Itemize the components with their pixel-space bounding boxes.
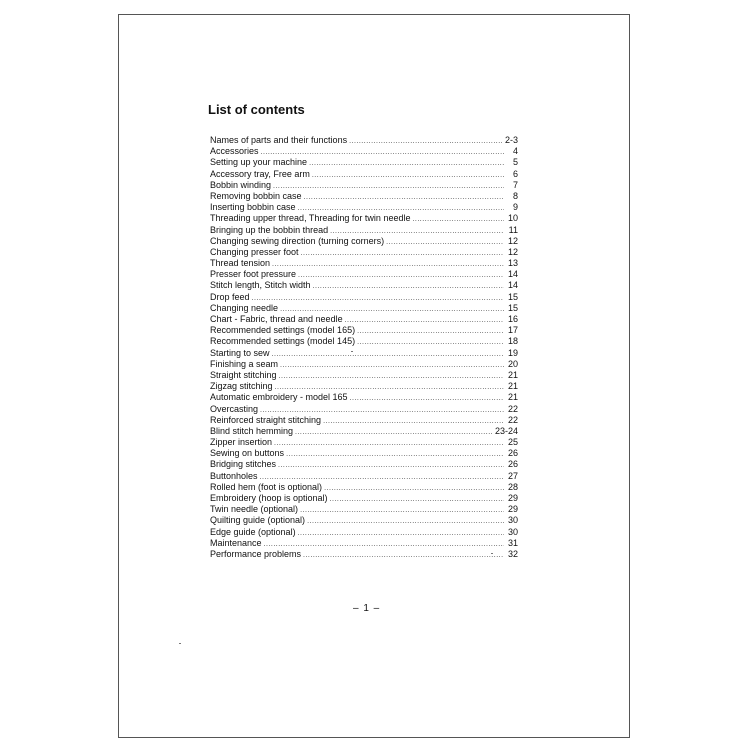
- toc-entry: [210, 225, 518, 236]
- toc-entry-title: Threading upper thread, Threading for twin needle: [210, 213, 411, 224]
- toc-entry: [210, 280, 518, 291]
- toc-entry: [210, 169, 518, 180]
- toc-entry-page: 6: [512, 168, 518, 179]
- toc-entry: [210, 269, 518, 280]
- toc-dot-leader: [309, 158, 504, 169]
- toc-entry-page: 8: [512, 190, 518, 201]
- toc-entry: [210, 504, 518, 515]
- toc-entry-page: 16: [507, 314, 518, 324]
- toc-entry: [210, 348, 518, 359]
- toc-dot-leader: [298, 270, 504, 281]
- toc-dot-leader: [272, 259, 504, 270]
- toc-entry-page: 27: [507, 470, 518, 481]
- toc-dot-leader: [412, 214, 504, 225]
- toc-entry-title: Starting to sew: [210, 347, 270, 358]
- toc-entry: [210, 459, 518, 470]
- toc-dot-leader: [386, 237, 504, 248]
- toc-entry-title: Performance problems: [210, 548, 302, 559]
- toc-dot-leader: [324, 483, 504, 494]
- toc-entry-title: Bobbin winding: [210, 179, 272, 190]
- toc-entry: [210, 180, 518, 191]
- toc-entry-title: Maintenance: [210, 537, 262, 548]
- toc-entry-page: 15: [507, 291, 518, 302]
- toc-entry-page: 19: [507, 347, 518, 358]
- toc-entry-title: Recommended settings (model 145): [210, 336, 356, 347]
- table-of-contents: [210, 135, 518, 560]
- toc-entry-title: Automatic embroidery - model 165: [210, 392, 348, 403]
- toc-dot-leader: [345, 315, 504, 326]
- toc-entry: [210, 236, 518, 247]
- toc-entry-page: 30: [507, 515, 518, 526]
- toc-dot-leader: [304, 192, 504, 203]
- toc-entry-title: Zipper insertion: [210, 437, 273, 448]
- toc-entry: [210, 515, 518, 526]
- toc-dot-leader: [273, 181, 504, 192]
- toc-entry-page: 22: [507, 403, 518, 414]
- toc-entry-page: 2-3: [504, 135, 518, 145]
- toc-entry: [210, 325, 518, 336]
- toc-entry-page: 25: [507, 437, 518, 448]
- toc-entry: [210, 157, 518, 168]
- toc-entry-title: Changing needle: [210, 302, 279, 313]
- toc-entry: [210, 549, 518, 560]
- toc-entry-page: 10: [507, 213, 518, 224]
- toc-dot-leader: [280, 360, 504, 371]
- toc-entry: [210, 191, 518, 202]
- toc-entry-page: 5: [512, 157, 518, 168]
- toc-entry-title: Overcasting: [210, 403, 259, 414]
- toc-dot-leader: [357, 326, 504, 337]
- toc-entry: [210, 303, 518, 314]
- toc-entry-title: Accessories: [210, 146, 259, 157]
- toc-entry-title: Removing bobbin case: [210, 190, 302, 201]
- toc-dot-leader: [330, 494, 504, 505]
- toc-dot-leader: [323, 416, 504, 427]
- toc-dot-leader: [313, 281, 504, 292]
- toc-entry-page: 32: [507, 548, 518, 559]
- toc-dot-leader: [286, 449, 504, 460]
- toc-entry: [210, 336, 518, 347]
- scan-speck: [179, 643, 181, 644]
- toc-entry: [210, 135, 518, 146]
- toc-entry-title: Changing presser foot: [210, 246, 299, 257]
- toc-entry-title: Twin needle (optional): [210, 504, 299, 515]
- toc-dot-leader: [349, 136, 503, 147]
- scan-speck: [351, 351, 353, 352]
- toc-entry: [210, 213, 518, 224]
- toc-entry-page: 20: [507, 358, 518, 369]
- toc-entry-page: 7: [512, 179, 518, 190]
- toc-entry-page: 22: [507, 414, 518, 425]
- toc-dot-leader: [252, 293, 504, 304]
- toc-entry: [210, 314, 518, 325]
- toc-dot-leader: [274, 438, 504, 449]
- toc-entry-title: Embroidery (hoop is optional): [210, 493, 328, 503]
- toc-dot-leader: [303, 550, 504, 561]
- toc-entry-title: Straight stitching: [210, 369, 277, 380]
- toc-entry-title: Accessory tray, Free arm: [210, 168, 310, 179]
- toc-dot-leader: [298, 528, 504, 539]
- toc-dot-leader: [301, 248, 504, 259]
- toc-entry: [210, 538, 518, 549]
- toc-entry-page: 14: [507, 280, 518, 291]
- toc-entry-title: Changing sewing direction (turning corners): [210, 235, 385, 246]
- toc-entry-title: Bridging stitches: [210, 459, 277, 470]
- toc-entry-page: 26: [507, 448, 518, 459]
- document-page: [118, 14, 630, 738]
- toc-dot-leader: [272, 349, 504, 360]
- toc-entry: [210, 404, 518, 415]
- toc-entry: [210, 202, 518, 213]
- toc-entry-page: 17: [507, 325, 518, 336]
- toc-entry-page: 18: [507, 336, 518, 347]
- toc-entry-page: 14: [507, 269, 518, 280]
- toc-entry-page: 29: [507, 493, 518, 503]
- toc-entry: [210, 381, 518, 392]
- toc-entry-page: 13: [507, 258, 518, 269]
- toc-entry-title: Zigzag stitching: [210, 381, 273, 392]
- toc-entry-page: 29: [507, 504, 518, 515]
- toc-dot-leader: [350, 393, 504, 404]
- toc-entry: [210, 426, 518, 437]
- toc-entry: [210, 482, 518, 493]
- toc-entry-page: 28: [507, 481, 518, 492]
- toc-entry-title: Setting up your machine: [210, 157, 308, 168]
- scan-speck: [491, 553, 493, 554]
- toc-entry-page: 21: [507, 392, 518, 403]
- toc-dot-leader: [278, 460, 504, 471]
- toc-entry: [210, 392, 518, 403]
- toc-entry: [210, 359, 518, 370]
- toc-entry-title: Names of parts and their functions: [210, 135, 348, 145]
- toc-dot-leader: [279, 371, 504, 382]
- toc-entry: [210, 471, 518, 482]
- toc-entry-title: Reinforced straight stitching: [210, 414, 322, 425]
- toc-entry-page: 15: [507, 302, 518, 313]
- toc-dot-leader: [295, 427, 493, 438]
- toc-entry-title: Recommended settings (model 165): [210, 325, 356, 336]
- toc-entry: [210, 370, 518, 381]
- toc-entry-title: Rolled hem (foot is optional): [210, 481, 323, 492]
- toc-entry: [210, 415, 518, 426]
- toc-entry: [210, 247, 518, 258]
- page-number: – 1 –: [353, 603, 381, 614]
- toc-entry: [210, 448, 518, 459]
- toc-entry-title: Stitch length, Stitch width: [210, 280, 311, 291]
- toc-entry-page: 12: [507, 246, 518, 257]
- toc-entry-title: Edge guide (optional): [210, 526, 296, 537]
- toc-entry-title: Presser foot pressure: [210, 269, 297, 280]
- toc-entry-page: 26: [507, 459, 518, 470]
- toc-entry-title: Inserting bobbin case: [210, 202, 296, 213]
- toc-entry-title: Quilting guide (optional): [210, 515, 306, 526]
- toc-entry-page: 21: [507, 381, 518, 392]
- toc-entry: [210, 493, 518, 504]
- toc-entry-page: 12: [507, 235, 518, 246]
- toc-entry-page: 21: [507, 369, 518, 380]
- toc-entry-title: Bringing up the bobbin thread: [210, 224, 329, 235]
- toc-dot-leader: [307, 516, 504, 527]
- toc-entry-title: Chart - Fabric, thread and needle: [210, 314, 343, 324]
- toc-entry-title: Thread tension: [210, 258, 271, 269]
- toc-entry-page: 31: [507, 537, 518, 548]
- toc-entry-page: 9: [512, 202, 518, 213]
- toc-entry-title: Finishing a seam: [210, 358, 279, 369]
- toc-entry-title: Sewing on buttons: [210, 448, 285, 459]
- toc-entry-page: 30: [507, 526, 518, 537]
- toc-entry-page: 4: [512, 146, 518, 157]
- toc-entry-title: Buttonholes: [210, 470, 258, 481]
- toc-entry: [210, 146, 518, 157]
- toc-entry: [210, 437, 518, 448]
- toc-entry: [210, 527, 518, 538]
- toc-entry-title: Drop feed: [210, 291, 250, 302]
- toc-entry: [210, 258, 518, 269]
- toc-dot-leader: [300, 505, 504, 516]
- page-title: List of contents: [208, 102, 305, 117]
- toc-dot-leader: [312, 170, 504, 181]
- toc-dot-leader: [357, 337, 504, 348]
- toc-entry-page: 23-24: [494, 425, 518, 436]
- toc-entry-page: 11: [508, 224, 518, 235]
- toc-entry: [210, 292, 518, 303]
- toc-entry-title: Blind stitch hemming: [210, 425, 294, 436]
